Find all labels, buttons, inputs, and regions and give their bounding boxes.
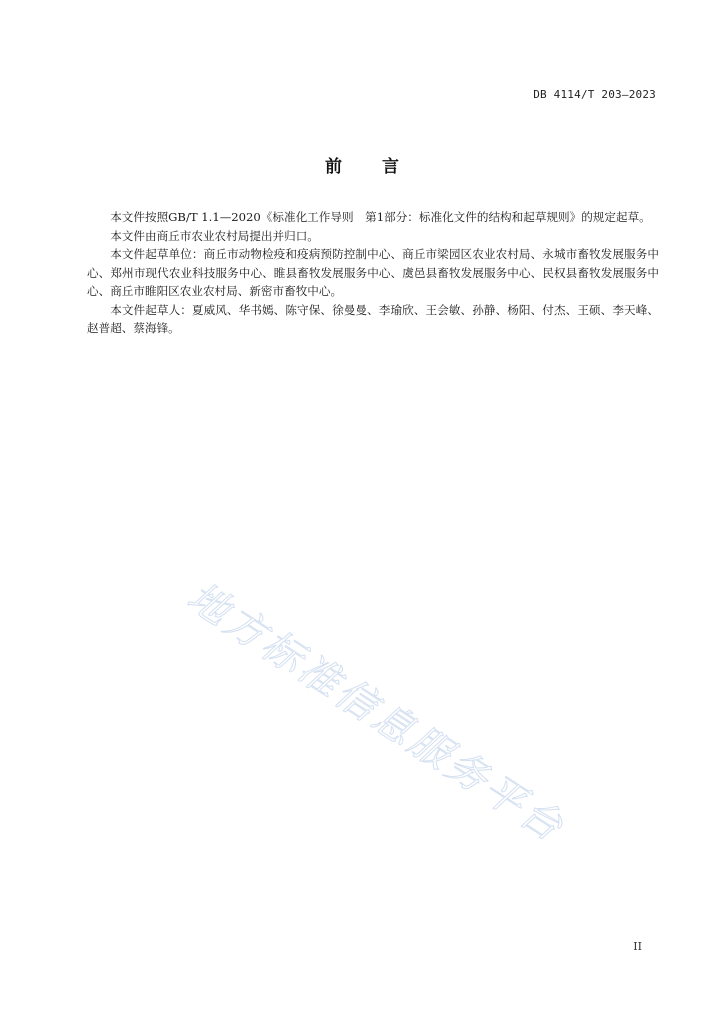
- paragraph-proposer: 本文件由商丘市农业农村局提出并归口。: [110, 228, 319, 243]
- body-text: [87, 208, 659, 338]
- page-title: 前言: [325, 157, 439, 177]
- document-code: DB 4114/T 203—2023: [533, 88, 656, 101]
- paragraph-drafting-basis: 本文件按照GB/T 1.1—2020《标准化工作导则 第1部分：标准化文件的结构和起草规则》的规定起草。: [110, 210, 651, 224]
- page-number: II: [633, 940, 642, 953]
- watermark: 地方标准信息服务平台: [179, 573, 574, 853]
- paragraph-drafting-units: 本文件起草单位：商丘市动物检疫和疫病预防控制中心、商丘市梁园区农业农村局、永城市畜牧发展服务中心、郑州市现代农业科技服务中心、睢县畜牧发展服务中心、虞邑县畜牧发展服务中心、民权县畜牧发展服务中心、商丘市睢阳区农业农村局、新密市畜牧中心。: [87, 247, 659, 298]
- paragraph-drafters: 本文件起草人：夏威风、华书嫣、陈守保、徐曼曼、李瑜欣、王会敏、孙静、杨阳、付杰、王硕、李天峰、赵普超、蔡海锋。: [87, 302, 659, 335]
